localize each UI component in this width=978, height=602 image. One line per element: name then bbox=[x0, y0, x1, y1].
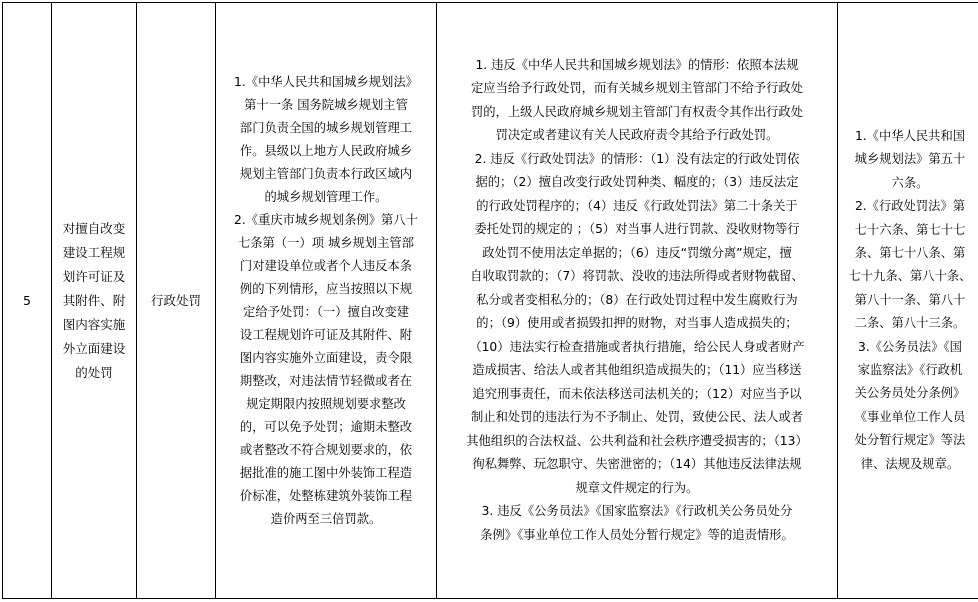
liability-basis-cell bbox=[838, 3, 978, 599]
table-row bbox=[3, 3, 978, 599]
liability-text: 1. 违反《中华人民共和国城乡规划法》的情形：依照本法规 定应当给予行政处罚，而有关城乡规划主管部门不给予行政处 罚的，上级人民政府城乡规划主管部门有权责令其作出行政处 罚决定或者建议有关人民政府责令其给予行政处罚。 2. 违反《行政处罚法》的情形：（1）没有法定的行政处罚依 据的；（2）擅自改变行政处罚种类、幅度的；（3）违反法定 的行政处罚程序的；（4）违反《行政处罚法》第二十条关于 委托处罚的规定的 ；（5）对当事人进行罚款、没收财物等行 政处罚不使用法定单据的；（6）违反“罚缴分离”规定，擅 自收取罚款的；（7）将罚款、没收的违法所得或者财物截留、 私分或者变相私分的；（8）在行政处罚过程中发生腐败行为 的；（9）使用或者损毁扣押的财物，对当事人造成损失的； （10）违法实行检查措施或者执行措施，给公民人身或者财产 造成损害、给法人或者其他组织造成损失的；（11）应当移送 追究刑事责任，而未依法移送司法机关的；（12）对应当予以 制止和处罚的违法行为不予制止、处罚，致使公民、法人或者 其他组织的合法权益、公共利益和社会秩序遭受损害的；（13） 徇私舞弊、玩忽职守、失密泄密的；（14）其他违反法律法规 规章文件规定的行为。 3. 违反《公务员法》《国家监察法》《行政机关公务员处分 条例》《事业单位工作人员处分暂行规定》等的追责情形。 bbox=[466, 57, 808, 542]
legal-basis-text: 1.《中华人民共和国城乡规划法》 第十一条 国务院城乡规划主管 部门负责全国的城乡规划管理工 作。县级以上地方人民政府城乡 规划主管部门负责本行政区域内 的城乡规划管理工作。 2.《重庆市城乡规划条例》第八十 七条第（一）项 城乡规划主管部 门对建设单位或者个人违反本条 例的下列情形，应当按照以下规 定给予处罚：（一）擅自改变建 设工程规划许可证及其附件、附 图内容实施外立面建设，责令限 期整改，对违法情节轻微或者在 规定期限内按照规划要求整改 的，可以免予处罚；逾期未整改 或者整改不符合规划要求的，依 据批准的施工图中外装饰工程造 价标准，处整栋建筑外装饰工程 造价两至三倍罚款。 bbox=[234, 74, 418, 526]
category-cell bbox=[137, 3, 216, 599]
liability-basis-text: 1.《中华人民共和国 城乡规划法》第五十 六条。 2.《行政处罚法》第 七十六条、第七十七 条、第七十八条、第 七十九条、第八十条、 第八十一条、第八十 二条、第八十三条。 3.《公务员法》《国 家监察法》《行政机 关公务员处分条例》 《事业单位工作人员 处分暂行规定》等法 律、法规及规章。 bbox=[848, 128, 972, 471]
row-index: 5 bbox=[23, 293, 31, 308]
item-name: 对擅自改变建设工程规划许可证及其附件、附图内容实施外立面建设的处罚 bbox=[62, 220, 126, 380]
row-index-cell bbox=[3, 3, 52, 599]
item-name-cell bbox=[52, 3, 137, 599]
liability-cell bbox=[437, 3, 838, 599]
basis-cell bbox=[216, 3, 437, 599]
law-table bbox=[2, 2, 978, 599]
category: 行政处罚 bbox=[150, 293, 201, 308]
